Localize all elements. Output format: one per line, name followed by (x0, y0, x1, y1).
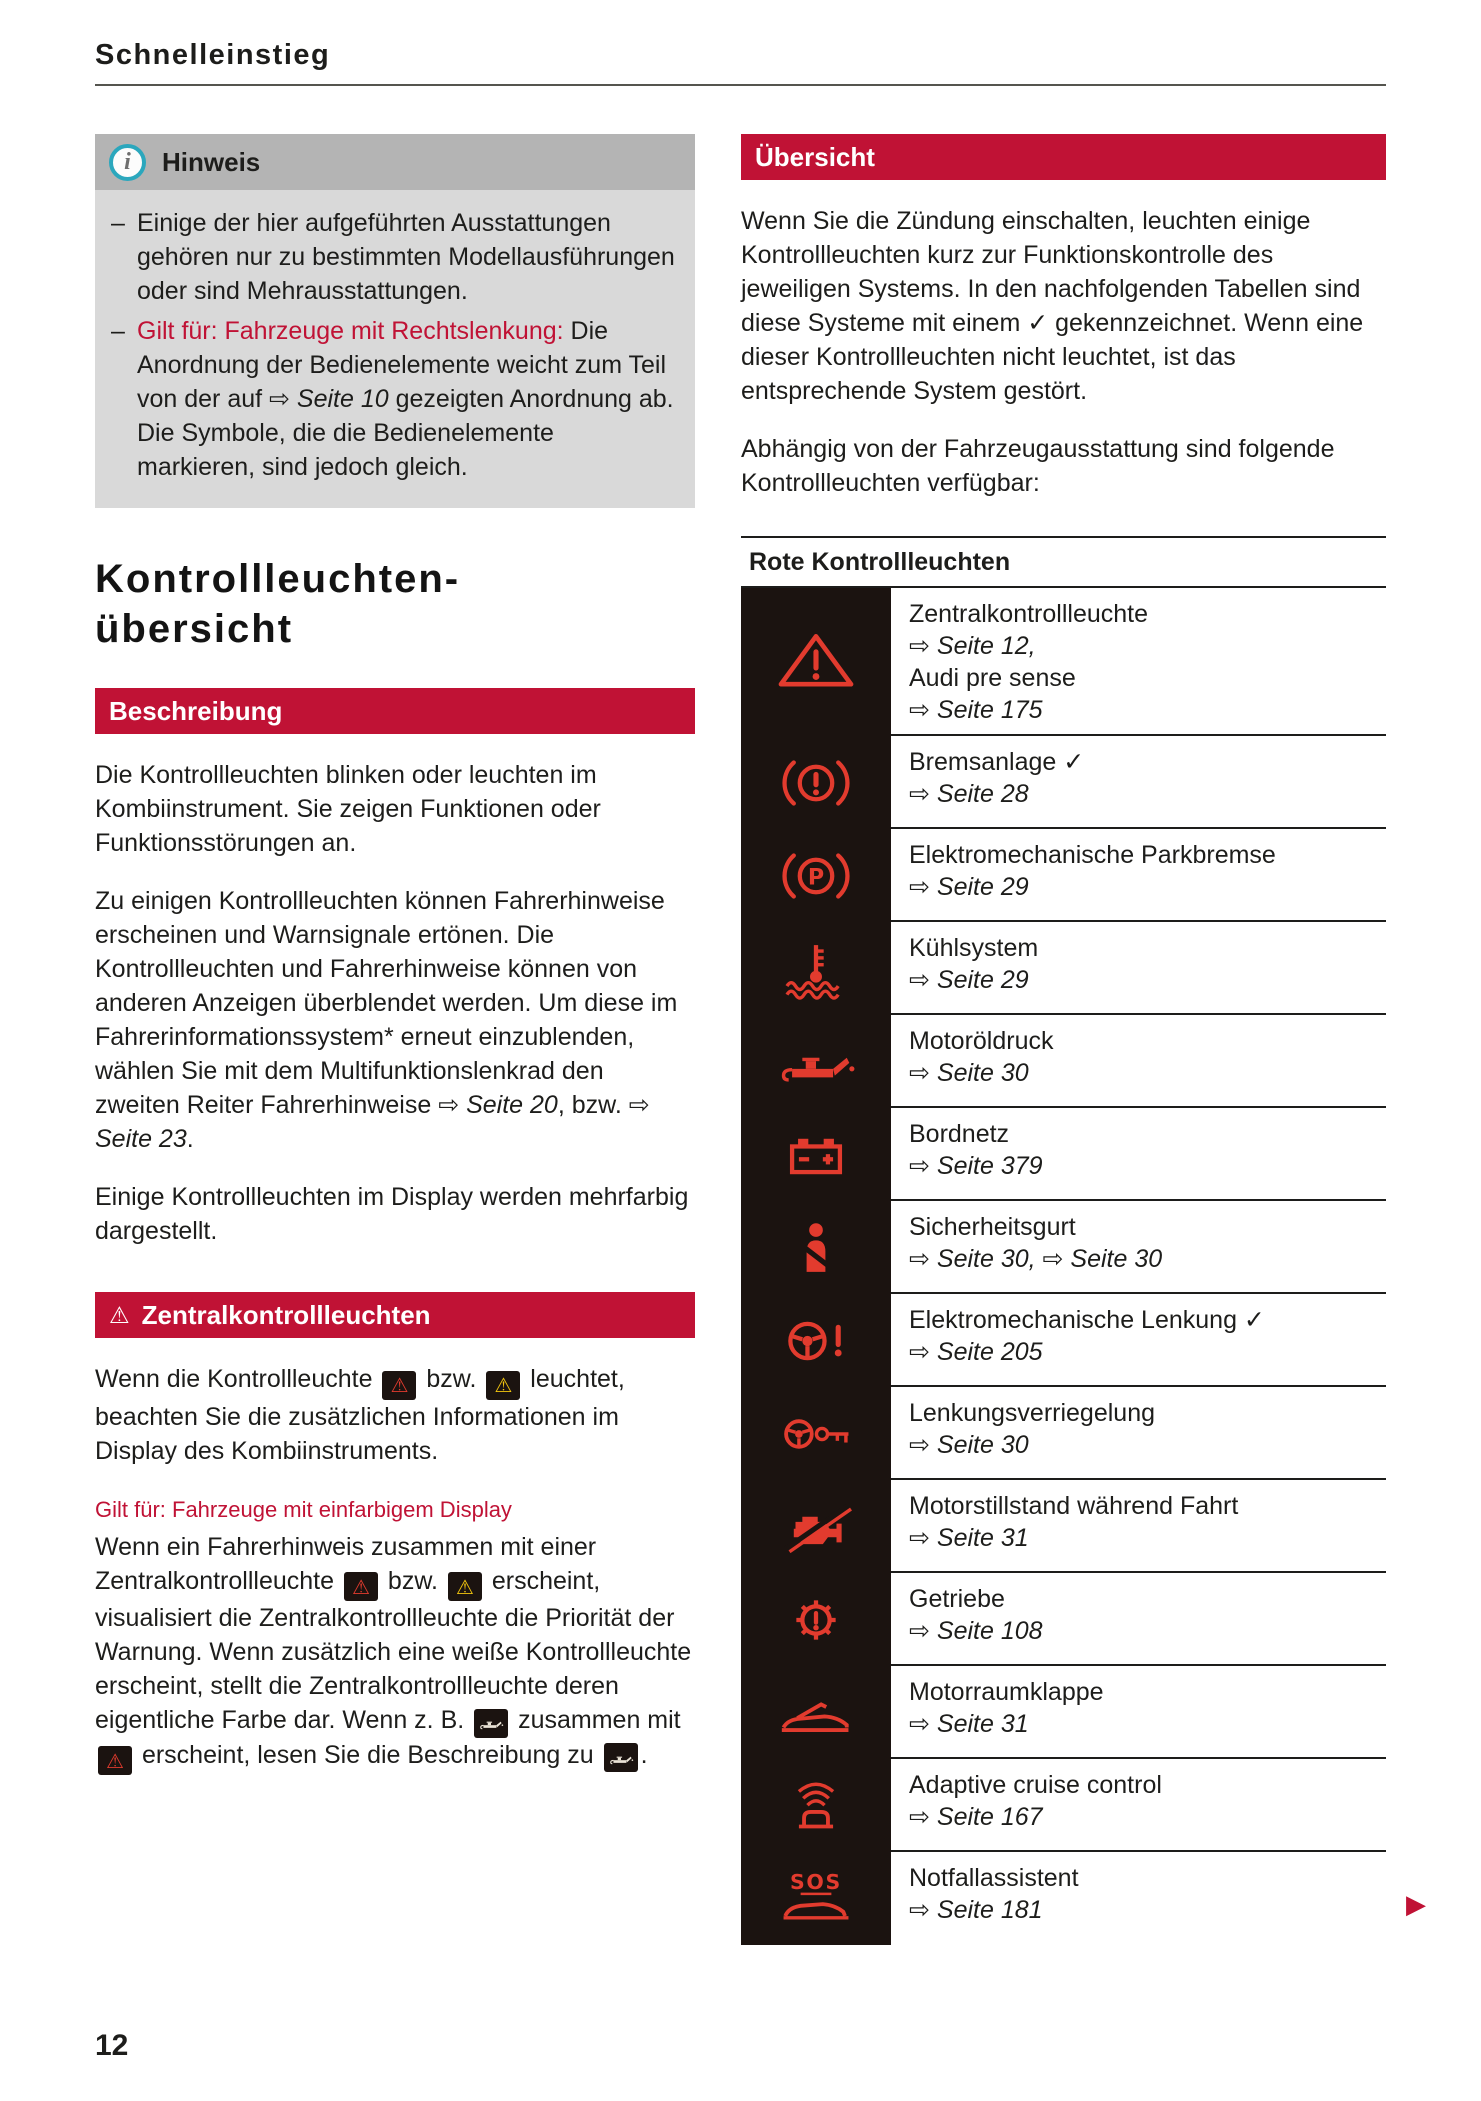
table-line (909, 1862, 1386, 1894)
text-segment: ⇨ Seite 379 (909, 1152, 1043, 1180)
section-bar-zentralkontrollleuchten (95, 1292, 695, 1338)
table-row (741, 1759, 1386, 1852)
text-segment: Sicherheitsgurt (909, 1213, 1076, 1241)
table-row (741, 1666, 1386, 1759)
warning-light-yellow-icon (486, 1371, 520, 1400)
svg-text:P: P (807, 864, 825, 891)
indicator-icon-cell (741, 1573, 891, 1666)
table-row (741, 1015, 1386, 1108)
warning-triangle-icon (775, 631, 857, 693)
table-line (909, 746, 1386, 778)
page-number: 12 (95, 2029, 129, 2062)
indicator-icon-cell (741, 1294, 891, 1387)
table-line (909, 1336, 1386, 1368)
table-row (741, 588, 1386, 736)
text-segment: Einige Kontrollleuchten im Display werden mehrfarbig dargestellt. (95, 1183, 689, 1245)
table-body (741, 588, 1386, 1945)
indicator-table (741, 536, 1426, 1945)
text-segment: Elektromechanische Lenkung ✓ (909, 1306, 1265, 1334)
section-bar-label: Beschreibung (109, 696, 283, 726)
table-row (741, 1852, 1386, 1945)
triangle-glyph: ⚠ (455, 1574, 474, 1599)
table-line (909, 871, 1386, 903)
text-segment: ⇨ Seite 20 (438, 1091, 558, 1119)
table-header: Rote Kontrollleuchten (741, 536, 1386, 588)
text-segment: Lenkungsverriegelung (909, 1399, 1156, 1427)
page-title-line1: Kontrollleuchten- (95, 557, 461, 601)
warning-light-red-icon (344, 1572, 378, 1601)
page-title-line2: übersicht (95, 607, 294, 651)
triangle-glyph: ⚠ (352, 1574, 370, 1599)
table-row (741, 829, 1386, 922)
note-title: Hinweis (162, 147, 261, 177)
indicator-icon-cell (741, 1108, 891, 1201)
table-row (741, 1294, 1386, 1387)
indicator-description (891, 1852, 1386, 1945)
indicator-icon-cell (741, 1666, 891, 1759)
content-columns (95, 134, 1426, 1945)
text-segment: Gilt für: Fahrzeuge mit Rechtslenkung: (137, 317, 564, 345)
coolant-temperature-icon (775, 938, 857, 1000)
gearbox-icon (775, 1589, 857, 1651)
table-line (909, 1057, 1386, 1089)
table-line (909, 1522, 1386, 1554)
warning-light-yellow-icon (448, 1572, 482, 1601)
info-icon (109, 144, 146, 181)
indicator-icon-cell (741, 1201, 891, 1294)
text-segment: ⇨ Seite 175 (909, 696, 1043, 724)
text-segment: Adaptive cruise control (909, 1771, 1162, 1799)
text-segment: Wenn die Kontrollleuchte (95, 1365, 380, 1393)
bonnet-icon (775, 1682, 857, 1744)
table-line (909, 1708, 1386, 1740)
table-row (741, 1201, 1386, 1294)
engine-shutdown-icon (775, 1496, 857, 1558)
table-line (909, 1490, 1386, 1522)
indicator-icon-cell (741, 1015, 891, 1108)
indicator-icon-cell (741, 588, 891, 736)
text-segment: zusammen mit (511, 1706, 681, 1734)
steering-lock-icon (775, 1403, 857, 1465)
text-segment: Bordnetz (909, 1120, 1010, 1148)
indicator-description (891, 1294, 1386, 1387)
indicator-description (891, 1108, 1386, 1201)
text-segment: Bremsanlage ✓ (909, 748, 1085, 776)
text-segment: ⇨ Seite 28 (909, 780, 1029, 808)
text-segment: ⇨ Seite 108 (909, 1617, 1043, 1645)
section-bar-label: Übersicht (755, 142, 875, 172)
text-segment: Zentralkontrollleuchte (909, 600, 1149, 628)
section-bar-uebersicht (741, 134, 1386, 180)
indicator-icon-cell (741, 829, 891, 922)
power-steering-icon (775, 1310, 857, 1372)
header-divider (95, 84, 1386, 86)
oil-warning-light-icon (474, 1709, 508, 1738)
table-line (909, 694, 1386, 726)
table-line (909, 1118, 1386, 1150)
text-segment: erscheint, visualisiert die Zentralkontrollleuchte die Priorität der Warnung. Wenn zusätzlich eine weiße Kontrollleuchte erscheint, stellt die Zentralkontrollleuchte deren eigentliche Farbe dar. Wenn z. B. (95, 1566, 692, 1734)
text-segment: Audi pre sense (909, 664, 1076, 692)
text-segment: Notfallassistent (909, 1864, 1079, 1892)
table-line (909, 1397, 1386, 1429)
indicator-icon-cell (741, 1480, 891, 1573)
text-segment: Motoröldruck (909, 1027, 1054, 1055)
note-list-item (111, 206, 677, 308)
table-line (909, 598, 1386, 630)
text-segment: ⇨ Seite 10 (269, 385, 389, 413)
triangle-glyph: ⚠ (390, 1373, 409, 1397)
text-segment: ⇨ Seite 181 (909, 1896, 1043, 1924)
section-bar-label: Zentralkontrollleuchten (141, 1300, 431, 1330)
text-segment: gezeigten Anordnung ab. Die Symbole, die die Bedienelemente markieren, sind jedoch gleich. (137, 385, 674, 481)
indicator-description (891, 829, 1386, 922)
table-line (909, 964, 1386, 996)
paragraph-warning-lights (95, 1362, 695, 1468)
indicator-icon-cell (741, 1852, 891, 1945)
oil-warning-light-icon (604, 1743, 638, 1772)
paragraph (95, 758, 695, 860)
section-bar-beschreibung (95, 688, 695, 734)
paragraph (741, 204, 1386, 408)
warning-light-red-icon (98, 1746, 132, 1775)
text-segment: bzw. (380, 1566, 445, 1595)
indicator-description (891, 1666, 1386, 1759)
table-line (909, 932, 1386, 964)
text-segment: Wenn Sie die Zündung einschalten, leuchten einige Kontrollleuchten kurz zur Funktionskontrolle des jeweiligen Systems. In den nachfolgenden Tabellen sind diese Systeme mit einem ✓ gekennzeichnet. Wenn eine dieser Kontrollleuchten nicht leuchtet, ist das entsprechende System gestört. (741, 207, 1364, 405)
brake-warning-icon (775, 752, 857, 814)
paragraph (95, 884, 695, 1156)
text-segment: . (640, 1740, 648, 1769)
note-body (95, 190, 695, 508)
table-line (909, 1801, 1386, 1833)
applies-note: Gilt für: Fahrzeuge mit einfarbigem Display (95, 1496, 512, 1522)
text-segment: erscheint, lesen Sie die Beschreibung zu (135, 1740, 601, 1769)
indicator-icon-cell (741, 736, 891, 829)
text-segment: ⇨ Seite 29 (909, 873, 1029, 901)
table-row (741, 1573, 1386, 1666)
table-line (909, 778, 1386, 810)
indicator-icon-cell (741, 1759, 891, 1852)
indicator-description (891, 1573, 1386, 1666)
text-segment: ⇨ Seite 31 (909, 1710, 1029, 1738)
text-segment: Motorstillstand während Fahrt (909, 1492, 1239, 1520)
indicator-description (891, 1387, 1386, 1480)
table-line (909, 1769, 1386, 1801)
indicator-description (891, 1759, 1386, 1852)
indicator-description (891, 736, 1386, 829)
text-segment: ⇨ Seite 167 (909, 1803, 1043, 1831)
page-title (95, 554, 695, 654)
intro-paragraphs (741, 204, 1386, 500)
indicator-description (891, 1480, 1386, 1573)
table-line (909, 1150, 1386, 1182)
table-line (909, 1615, 1386, 1647)
table-line (909, 1894, 1386, 1926)
note-header (95, 134, 695, 190)
text-segment: ⇨ Seite 30 (909, 1431, 1029, 1459)
battery-icon (775, 1124, 857, 1186)
indicator-icon-cell (741, 1387, 891, 1480)
table-row (741, 1387, 1386, 1480)
table-row (741, 736, 1386, 829)
table-line (909, 662, 1386, 694)
text-segment: ⇨ Seite 30, ⇨ Seite 30 (909, 1245, 1163, 1273)
left-column (95, 134, 695, 1775)
paragraph-display (95, 1530, 695, 1776)
table-line (909, 1304, 1386, 1336)
list-bullet: – (111, 317, 125, 345)
text-segment: ⇨ Seite 31 (909, 1524, 1029, 1552)
right-column (741, 134, 1426, 1945)
text-segment: Motorraumklappe (909, 1678, 1104, 1706)
triangle-glyph: ⚠ (106, 1748, 124, 1773)
text-segment: ⇨ Seite 23 (95, 1091, 650, 1153)
table-line (909, 1211, 1386, 1243)
text-segment: Getriebe (909, 1585, 1005, 1613)
indicator-description (891, 588, 1386, 736)
table-line (909, 1243, 1386, 1275)
table-row (741, 1480, 1386, 1573)
paragraph (741, 432, 1386, 500)
description-paragraphs (95, 758, 695, 1248)
text-segment: Die Anordnung der Bedienelemente weicht zum Teil von der auf (137, 317, 667, 413)
adaptive-cruise-icon (775, 1775, 857, 1837)
text-segment: Zu einigen Kontrollleuchten können Fahrerhinweise erscheinen und Warnsignale ertönen. Die Kontrollleuchten und Fahrerhinweise können von anderen Anzeigen überblendet werden. Um diese im Fahrerinformationssystem* erneut einzublenden, wählen Sie mit dem Multifunktionslenkrad den zweiten Reiter Fahrerhinweise (95, 887, 678, 1119)
text-segment: Abhängig von der Fahrzeugausstattung sind folgende Kontrollleuchten verfügbar: (741, 435, 1335, 497)
text-segment: . (186, 1125, 194, 1153)
table-line (909, 1025, 1386, 1057)
paragraph (95, 1180, 695, 1248)
text-segment: Einige der hier aufgeführten Ausstattungen gehören nur zu bestimmten Modellausführungen oder sind Mehrausstattungen. (137, 209, 675, 305)
table-row (741, 922, 1386, 1015)
indicator-description (891, 922, 1386, 1015)
table-line (909, 1676, 1386, 1708)
table-line (909, 630, 1386, 662)
svg-text:SOS: SOS (789, 1869, 843, 1894)
text-segment: ⇨ Seite 12, (909, 632, 1036, 660)
indicator-description (891, 1015, 1386, 1108)
warning-triangle-icon: ⚠ (109, 1301, 130, 1328)
warning-light-red-icon (382, 1371, 416, 1400)
text-segment: leuchtet, beachten Sie die zusätzlichen Informationen im Display des Kombiinstruments. (95, 1365, 625, 1465)
table-row (741, 1108, 1386, 1201)
note-item-text (137, 206, 677, 308)
text-segment: Die Kontrollleuchten blinken oder leuchten im Kombiinstrument. Sie zeigen Funktionen oder Funktionsstörungen an. (95, 761, 601, 857)
table-line (909, 1583, 1386, 1615)
text-segment: ⇨ Seite 205 (909, 1338, 1043, 1366)
text-segment: bzw. (419, 1365, 484, 1393)
text-segment: ⇨ Seite 30 (909, 1059, 1029, 1087)
indicator-description (891, 1201, 1386, 1294)
text-segment: Kühlsystem (909, 934, 1039, 962)
triangle-glyph: ⚠ (494, 1373, 513, 1397)
info-icon-letter: i (124, 149, 131, 175)
text-segment: ⇨ Seite 29 (909, 966, 1029, 994)
hinweis-note-box (95, 134, 695, 508)
sos-emergency-icon (775, 1868, 857, 1930)
chapter-header: Schnelleinstieg (95, 39, 331, 71)
text-segment: Elektromechanische Parkbremse (909, 841, 1276, 869)
continuation-arrow-icon: ▶ (1406, 1889, 1426, 1919)
text-segment: , bzw. (557, 1091, 629, 1119)
list-bullet: – (111, 209, 125, 237)
indicator-icon-cell (741, 922, 891, 1015)
table-line (909, 839, 1386, 871)
table-line (909, 1429, 1386, 1461)
oil-pressure-icon (775, 1031, 857, 1093)
seatbelt-icon (775, 1217, 857, 1279)
parking-brake-icon (775, 845, 857, 907)
text-segment: Wenn ein Fahrerhinweis zusammen mit einer Zentralkontrollleuchte (95, 1532, 597, 1595)
note-item-text (137, 314, 677, 484)
note-list-item (111, 314, 677, 484)
